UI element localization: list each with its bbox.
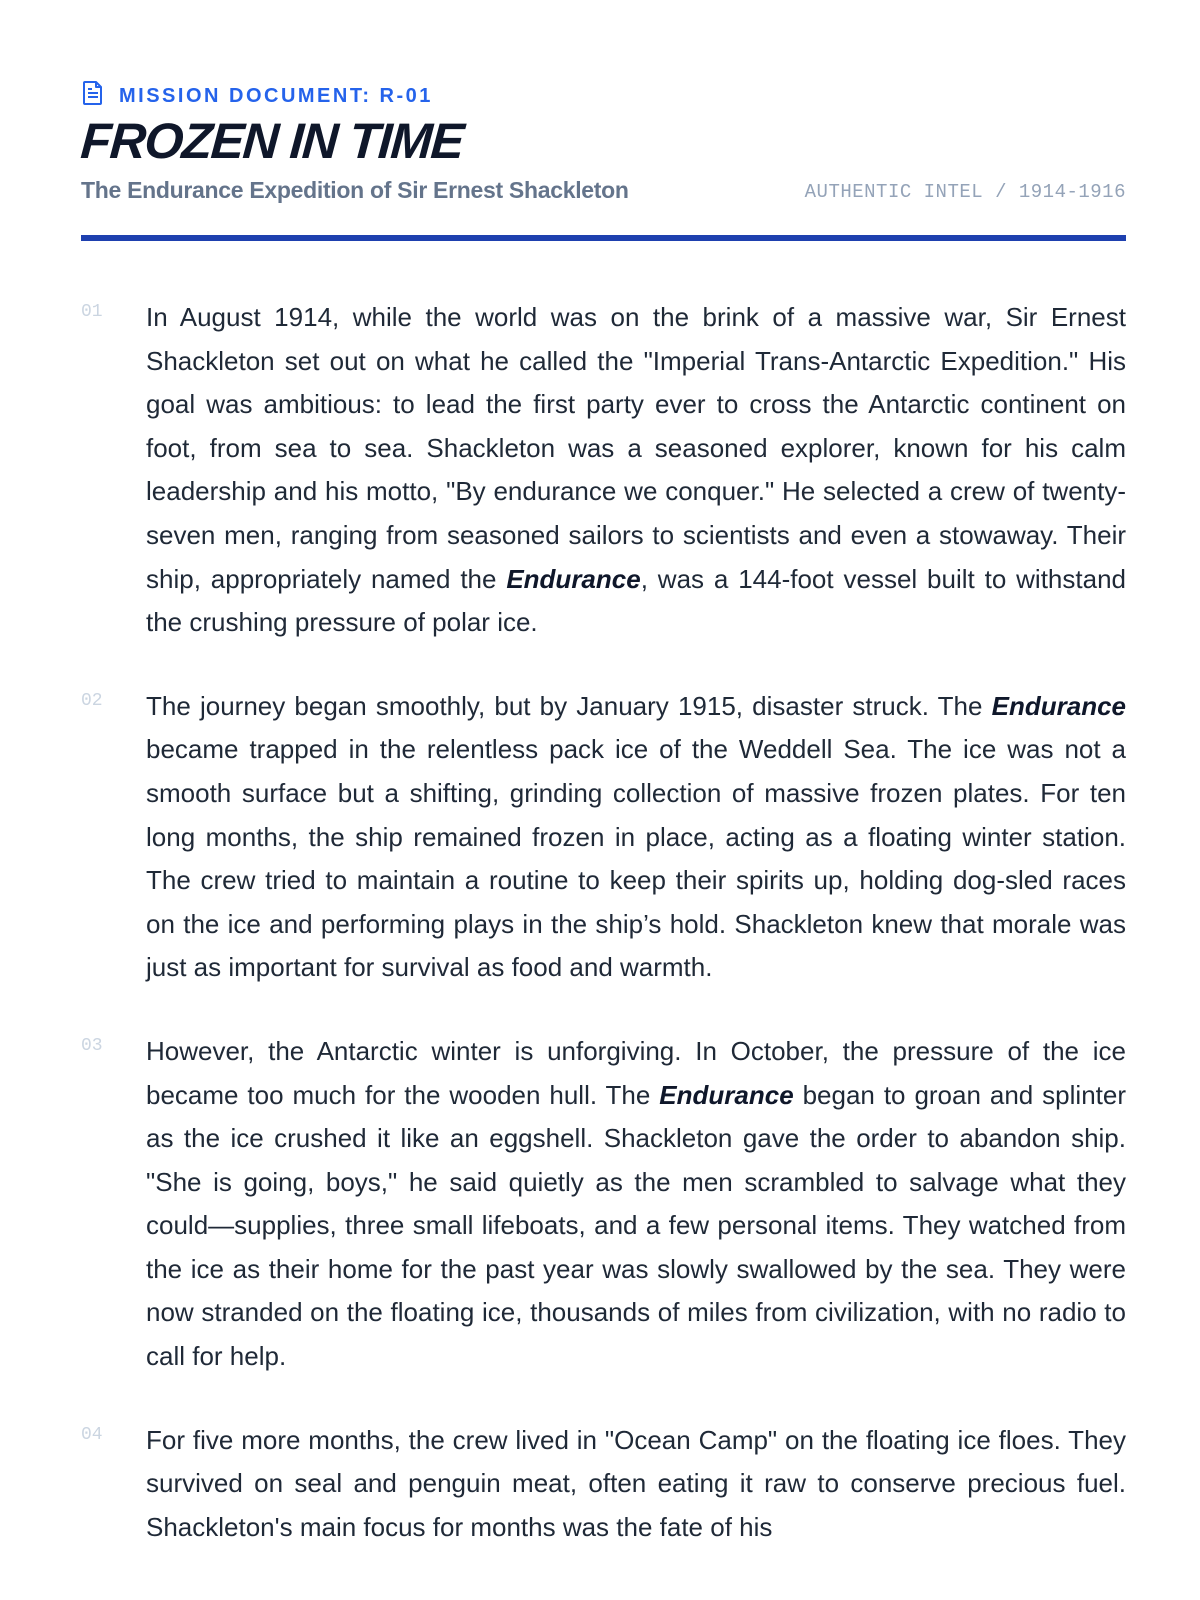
text-segment: , was a 144-foot vessel built to withstand the crushing pressure of polar ice. (146, 563, 1126, 638)
ship-name-emphasis: Endurance (659, 1079, 794, 1110)
ship-name-emphasis: Endurance (506, 563, 641, 594)
text-segment: became trapped in the relentless pack ice of the Weddell Sea. The ice was not a smooth surface but a shifting, grinding collection of massive frozen plates. For ten long months, the ship remained frozen in place, acting as a floating winter station. The crew tried to maintain a routine to keep their spirits up, holding dog-sled races on the ice and performing plays in the ship’s hold. Shackleton knew that morale was just as important for survival as food and warmth. (146, 734, 1126, 983)
text-segment: For five more months, the crew lived in "Ocean Camp" on the floating ice floes. They survived on seal and penguin meat, often eating it raw to conserve precious fuel. Shackleton's main focus for months was the fate of his (146, 1424, 1126, 1542)
paragraph-text (146, 685, 1126, 990)
paragraph (81, 1419, 1126, 1550)
page-subtitle: The Endurance Expedition of Sir Ernest Shackleton (81, 177, 629, 203)
paragraph-text (146, 1419, 1126, 1550)
document-label (81, 80, 433, 112)
paragraph-text (146, 1030, 1126, 1379)
paragraph (81, 685, 1126, 990)
document-meta: AUTHENTIC INTEL / 1914-1916 (804, 181, 1126, 203)
text-segment: The journey began smoothly, but by January 1915, disaster struck. The (146, 690, 992, 721)
text-segment: In August 1914, while the world was on the brink of a massive war, Sir Ernest Shackleton set out on what he called the "Imperial Trans-Antarctic Expedition." His goal was ambitious: to lead the first party ever to cross the Antarctic continent on foot, from sea to sea. Shackleton was a seasoned explorer, known for his calm leadership and his motto, "By endurance we conquer." He selected a crew of twenty-seven men, ranging from seasoned sailors to scientists and even a stowaway. Their ship, appropriately named the (146, 302, 1126, 594)
paragraph (81, 1030, 1126, 1379)
paragraph-number: 03 (81, 1035, 103, 1056)
document-icon (81, 80, 105, 112)
ship-name-emphasis: Endurance (991, 690, 1126, 721)
paragraph-number: 01 (81, 302, 103, 322)
paragraph (81, 296, 1126, 645)
page-title: FROZEN IN TIME (79, 113, 465, 169)
text-segment: However, the Antarctic winter is unforgiving. In October, the pressure of the ice became too much for the wooden hull. The (146, 1035, 1126, 1110)
paragraph-number: 04 (81, 1424, 103, 1445)
paragraph-number: 02 (81, 690, 103, 711)
header-divider (81, 235, 1126, 241)
paragraph-text (146, 296, 1126, 645)
article-body (81, 296, 1126, 1589)
text-segment: began to groan and splinter as the ice crushed it like an eggshell. Shackleton gave the order to abandon ship. "She is going, boys," he said quietly as the men scrambled to salvage what they could—supplies, three small lifeboats, and a few personal items. They watched from the ice as their home for the past year was slowly swallowed by the sea. They were now stranded on the floating ice, thousands of miles from civilization, with no radio to call for help. (146, 1079, 1126, 1372)
document-id: MISSION DOCUMENT: R-01 (119, 84, 433, 107)
